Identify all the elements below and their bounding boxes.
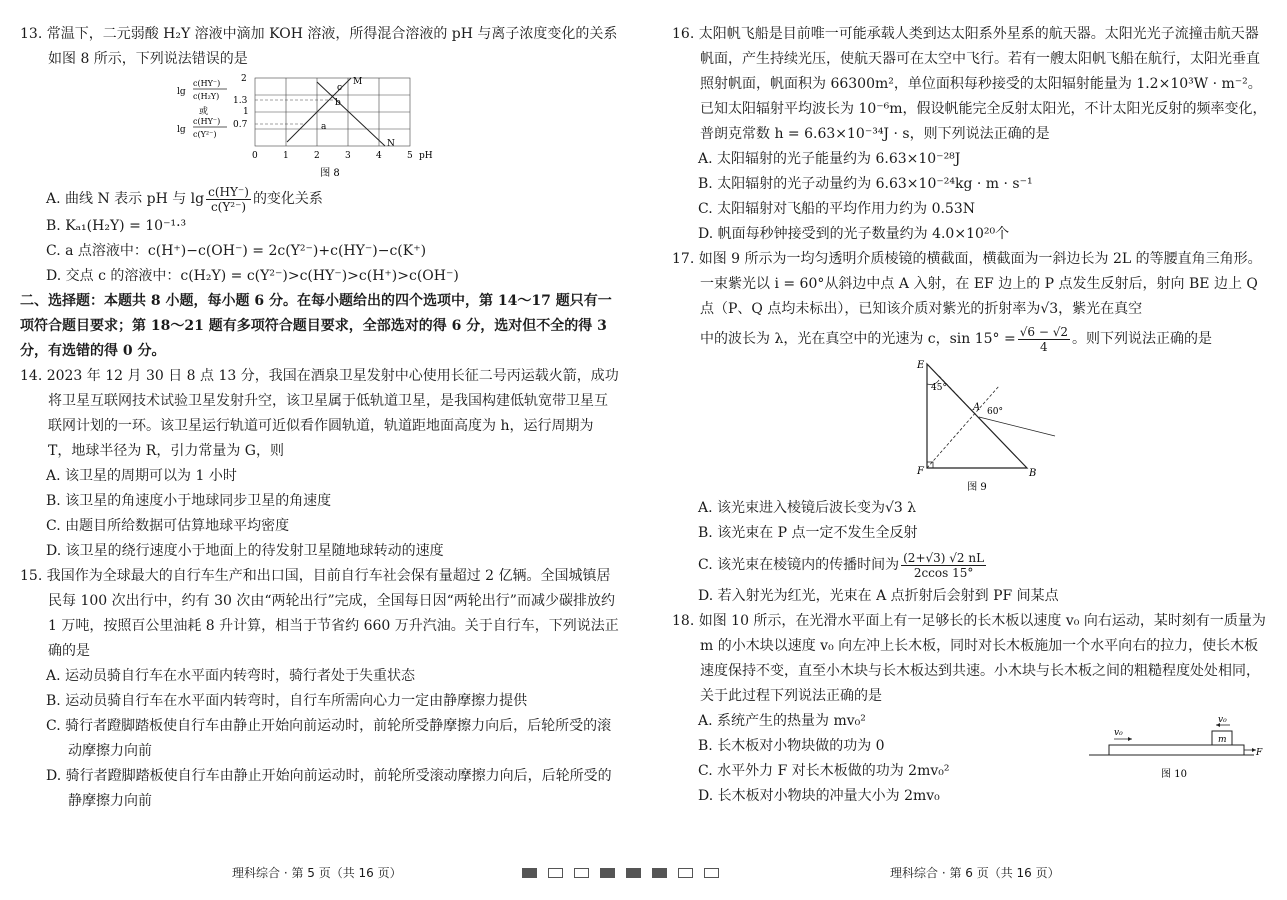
q17-option-b: B. 该光束在 P 点一定不发生全反射	[698, 525, 918, 541]
q17-stem2: 中的波长为 λ，光在真空中的光速为 c，sin 15° =	[700, 331, 1016, 347]
fig9-label-E: E	[917, 360, 925, 371]
fig8-ytick: 1	[243, 107, 249, 117]
fig8-label-b: b	[335, 98, 341, 108]
q17-sin-fraction	[1018, 325, 1070, 354]
q17-option-a: A. 该光束进入棱镜后波长变为√3 λ	[698, 500, 917, 516]
q17-c-den: 2ccos 15°	[913, 565, 974, 580]
q16-option-a: A. 太阳辐射的光子能量约为 6.63×10⁻²⁸J	[698, 151, 961, 167]
fig8-caption: 图 8	[320, 168, 340, 179]
q18-options-with-figure	[672, 709, 1268, 809]
figure-8	[175, 72, 465, 184]
section-2-heading: 二、选择题：本题共 8 小题，每小题 6 分。在每小题给出的四个选项中，第 14～17 题只有一项符合题目要求；第 18～21 题有多项符合题目要求，全部选对的得 6 分，选对但不全的得 3 分，有选错的得 0 分。	[20, 293, 612, 359]
q17-stem: 17. 如图 9 所示为一均匀透明介质棱镜的横截面，横截面为一斜边长为 2L 的等腰直角三角形。一束紫光以 i = 60°从斜边中点 A 入射，在 EF 边上的 P 点发生反射后，射向 BE 边上 Q 点（P、Q 点均未标出），已知该介质对紫光的折射率为√3，紫光在真空	[672, 251, 1262, 317]
q18-option-c: C. 水平外力 F 对长木板做的功为 2mv₀²	[698, 763, 950, 779]
fig8-ylabel-lg: lg	[177, 87, 186, 97]
fig8-curve-N	[317, 82, 385, 146]
fig8-label-a: a	[321, 122, 327, 132]
q16-stem: 16. 太阳帆飞船是目前唯一可能承载人类到达太阳系外星系的航天器。太阳光光子流撞击航天器帆面，产生持续光压，使航天器可在太空中飞行。若有一艘太阳帆飞船在航行，太阳光垂直照射帆面，帆面积为 66300m²，单位面积每秒接受的太阳辐射能量为 1.2×10³W · m⁻²。已知太阳辐射平均波长为 10⁻⁶m，假设帆能完全反射太阳光，不计太阳光反射的频率变化，普朗克常数 h = 6.63×10⁻³⁴J · s，则下列说法正确的是	[672, 26, 1267, 142]
fig10-board	[1109, 745, 1244, 755]
q13-a-post: 的变化关系	[252, 191, 323, 207]
fig8-grid	[255, 78, 410, 146]
fig10-v0-block: v₀	[1218, 715, 1227, 725]
fig8-ylabel-top-num: c(HY⁻)	[193, 79, 221, 88]
fig9-angle-45: 45°	[931, 383, 947, 393]
figure-9	[887, 356, 1087, 496]
fig8-ylabel-lg2: lg	[177, 125, 186, 135]
page-indicator-1	[522, 868, 537, 878]
page-indicator-6	[652, 868, 667, 878]
q13-option-a	[20, 184, 620, 214]
fig8-xtick: 1	[283, 151, 289, 161]
q18-stem: 18. 如图 10 所示，在光滑水平面上有一足够长的长木板以速度 v₀ 向右运动，某时刻有一质量为 m 的小木块以速度 v₀ 向左冲上长木板，同时对长木板施加一个水平向右的拉力，使长木板速度保持不变，直至小木块与长木板达到共速。小木块与长木板之间的粗糙程度处处相同，关于此过程下列说法正确的是	[672, 613, 1266, 704]
fig8-ytick: 0.7	[233, 120, 248, 130]
q17-c-num: (2+√3) √2 nL	[903, 550, 985, 565]
q13-stem: 13. 常温下，二元弱酸 H₂Y 溶液中滴加 KOH 溶液，所得混合溶液的 pH 与离子浓度变化的关系如图 8 所示，下列说法错误的是	[20, 26, 618, 67]
q17-c-fraction	[901, 551, 986, 580]
q17-frac-den: 4	[1040, 339, 1048, 354]
q15-option-a: A. 运动员骑自行车在水平面内转弯时，骑行者处于失重状态	[46, 668, 416, 684]
left-column	[20, 22, 620, 814]
fig9-label-B: B	[1029, 468, 1037, 479]
q15-option-c: C. 骑行者蹬脚踏板使自行车由静止开始向前运动时，前轮所受静摩擦力向后，后轮所受的滚动摩擦力向前	[46, 718, 612, 759]
q18-option-a: A. 系统产生的热量为 mv₀²	[698, 713, 866, 729]
page-indicator-8	[704, 868, 719, 878]
page-indicator-7	[678, 868, 693, 878]
q13-a-num: c(HY⁻)	[208, 184, 249, 199]
q18-option-d: D. 长木板对小物块的冲量大小为 2mv₀	[698, 788, 940, 804]
q17-stem3: 。则下列说法正确的是	[1072, 331, 1212, 347]
page-indicator-2	[548, 868, 563, 878]
fig9-label-F: F	[917, 466, 924, 477]
q17-stem-cont	[672, 322, 1268, 356]
fig8-ytick: 2	[241, 74, 247, 84]
q17-c-pre: C. 该光束在棱镜内的传播时间为	[698, 557, 900, 573]
q16-option-d: D. 帆面每秒钟接受到的光子数量约为 4.0×10²⁰个	[698, 226, 1010, 242]
fig9-caption: 图 9	[967, 482, 987, 493]
q13-option-d: D. 交点 c 的溶液中：c(H₂Y) = c(Y²⁻)>c(HY⁻)>c(H⁺)>c(OH⁻)	[46, 268, 459, 284]
q13-a-pre: A. 曲线 N 表示 pH 与 lg	[46, 191, 205, 207]
q13-option-b: B. Kₐ₁(H₂Y) = 10⁻¹·³	[46, 218, 187, 234]
q14-option-b: B. 该卫星的角速度小于地球同步卫星的角速度	[46, 493, 332, 509]
fig8-ytick: 1.3	[233, 96, 248, 106]
fig9-refracted-ray	[979, 417, 1055, 436]
fig8-xtick: 0	[252, 151, 258, 161]
right-column	[672, 22, 1268, 809]
q14-option-c: C. 由题目所给数据可估算地球平均密度	[46, 518, 290, 534]
q16-option-c: C. 太阳辐射对飞船的平均作用力约为 0.53N	[698, 201, 975, 217]
fig8-ylabel-bot-den: c(Y²⁻)	[193, 130, 217, 139]
page-indicator-5	[626, 868, 641, 878]
fig9-label-A: A	[973, 402, 981, 413]
fig8-label-c: c	[337, 83, 343, 93]
q17-option-c	[672, 546, 1268, 584]
q13-option-c: C. a 点溶液中：c(H⁺)−c(OH⁻) = 2c(Y²⁻)+c(HY⁻)−c(K⁺)	[46, 243, 427, 259]
page-strip	[522, 868, 719, 878]
q17-option-d: D. 若入射光为红光，光束在 A 点折射后会射到 PF 间某点	[698, 588, 1059, 604]
fig8-xtick: 3	[345, 151, 351, 161]
footer-page-6: 理科综合 · 第 6 页（共 16 页）	[890, 866, 1060, 880]
page-indicator-4	[600, 868, 615, 878]
fig8-ylabel-bot-num: c(HY⁻)	[193, 117, 221, 126]
fig10-mass: m	[1218, 735, 1227, 745]
fig8-xtick: 2	[314, 151, 320, 161]
q14-option-d: D. 该卫星的绕行速度小于地面上的待发射卫星随地球转动的速度	[46, 543, 444, 559]
page-indicator-3	[574, 868, 589, 878]
q15-stem: 15. 我国作为全球最大的自行车生产和出口国，目前自行车社会保有量超过 2 亿辆。全国城镇居民每 100 次出行中，约有 30 次由“两轮出行”完成，全国每日因“两轮出行”而减少碳排放约 1 万吨，按照百公里油耗 8 升计算，相当于节省约 660 万升汽油。关于自行车，下列说法正确的是	[20, 568, 619, 659]
footer-page-5: 理科综合 · 第 5 页（共 16 页）	[232, 866, 402, 880]
q16-option-b: B. 太阳辐射的光子动量约为 6.63×10⁻²⁴kg · m · s⁻¹	[698, 176, 1033, 192]
fig10-caption: 图 10	[1161, 769, 1187, 780]
fig10-force: F	[1256, 748, 1263, 758]
fig8-ylabel-top-den: c(H₂Y)	[193, 92, 220, 101]
q14-option-a: A. 该卫星的周期可以为 1 小时	[46, 468, 237, 484]
fig8-xunit: pH	[419, 151, 433, 161]
q18-option-b: B. 长木板对小物块做的功为 0	[698, 738, 885, 754]
q13-a-den: c(Y²⁻)	[210, 199, 247, 214]
q15-option-b: B. 运动员骑自行车在水平面内转弯时，自行车所需向心力一定由静摩擦力提供	[46, 693, 528, 709]
fig10-v0-board: v₀	[1114, 728, 1123, 738]
fig8-xtick: 4	[376, 151, 382, 161]
q17-frac-num: √6 − √2	[1019, 324, 1068, 339]
fig9-angle-60: 60°	[987, 407, 1003, 417]
q15-option-d: D. 骑行者蹬脚踏板使自行车由静止开始向前运动时，前轮所受滚动摩擦力向后，后轮所受的静摩擦力向前	[46, 768, 612, 809]
fig8-ylabel-or: 或	[199, 107, 209, 117]
q13-a-fraction	[206, 185, 251, 214]
fig8-xtick: 5	[407, 151, 413, 161]
fig8-label-N: N	[387, 139, 395, 149]
fig8-label-M: M	[353, 77, 363, 87]
figure-10	[1084, 715, 1264, 785]
q14-stem: 14. 2023 年 12 月 30 日 8 点 13 分，我国在酒泉卫星发射中心使用长征二号丙运载火箭，成功将卫星互联网技术试验卫星发射升空，该卫星属于低轨道卫星，是我国构建低轨宽带卫星互联网计划的一环。该卫星运行轨道可近似看作圆轨道，轨道距地面高度为 h，运行周期为 T，地球半径为 R，引力常量为 G，则	[20, 368, 619, 459]
